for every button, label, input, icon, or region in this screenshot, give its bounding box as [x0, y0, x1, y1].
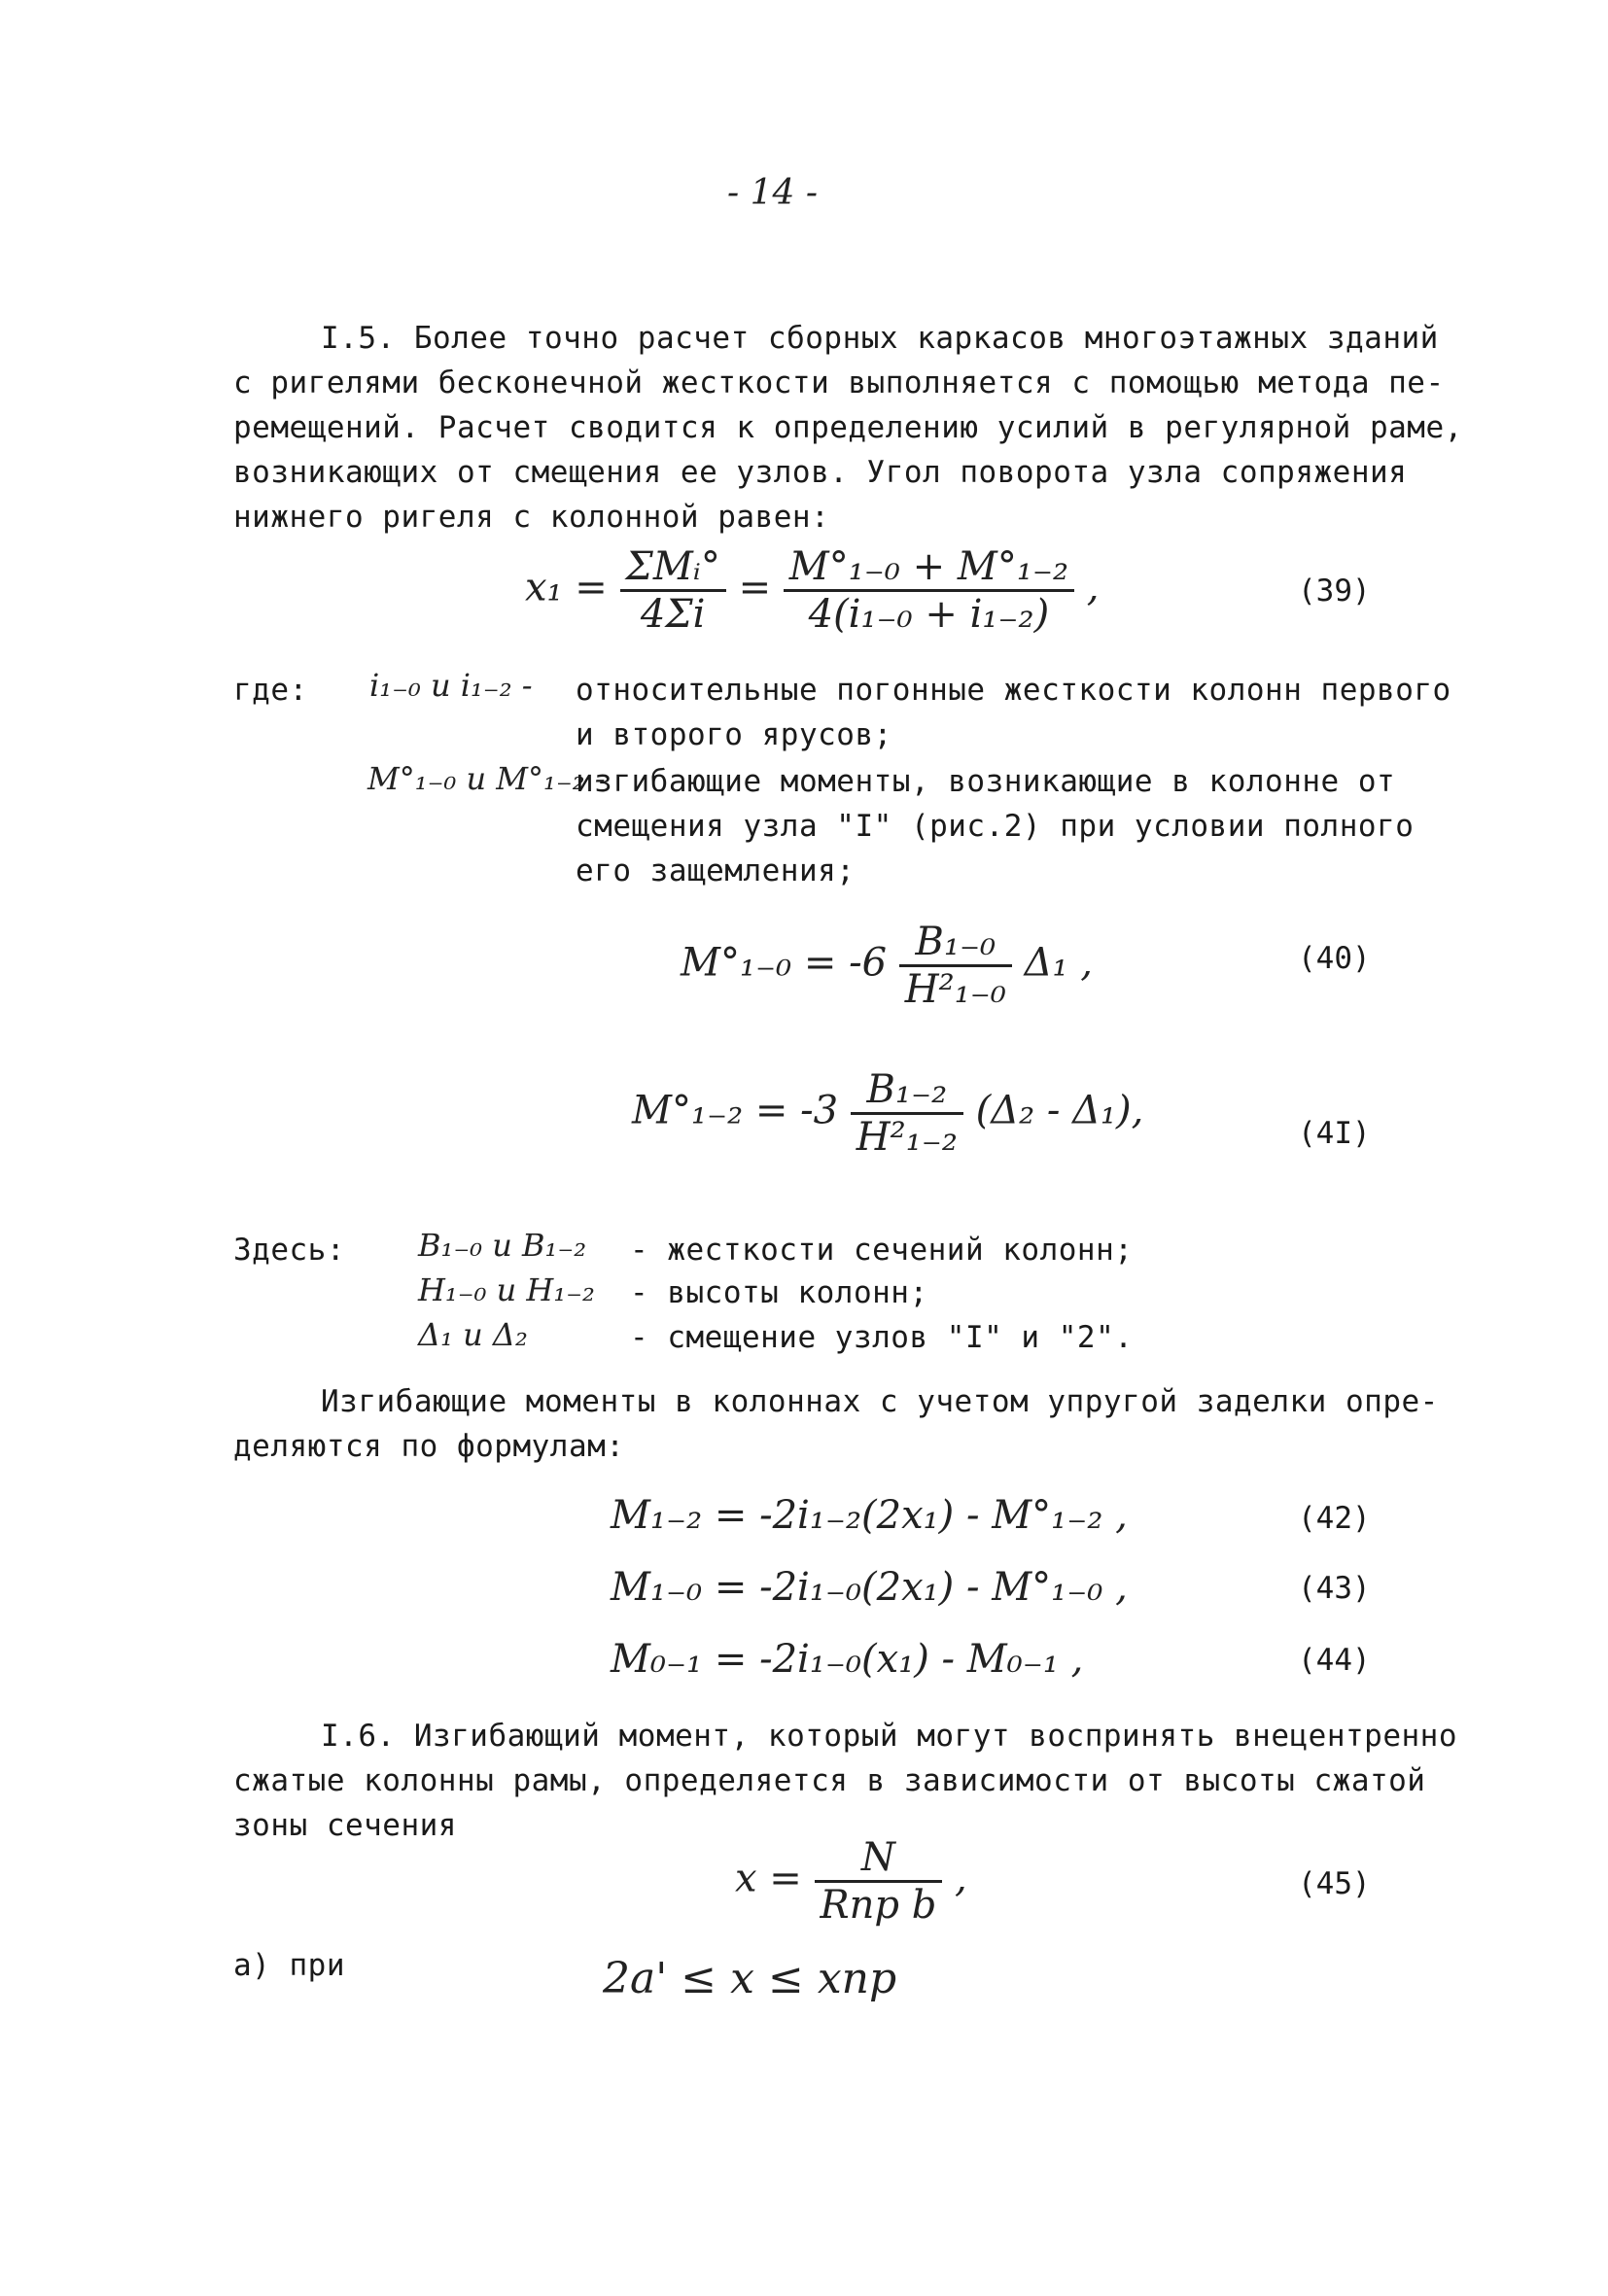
eq39-fraction-1 — [620, 544, 726, 637]
equation-41 — [632, 1067, 1143, 1160]
here-desc-2: - высоты колонн; — [630, 1275, 928, 1310]
section-1-6-line-2: сжатые колонны рамы, определяется в зависимости от высоты сжатой — [233, 1763, 1426, 1798]
eq45-fraction — [815, 1835, 943, 1928]
here-symbol-3: Δ₁ и Δ₂ — [418, 1316, 528, 1353]
eq39-number: (39) — [1298, 574, 1371, 609]
eq41-numerator: B₁₋₂ — [851, 1067, 963, 1115]
page-number: - 14 - — [727, 173, 819, 213]
section-1-5-line-2: с ригелями бесконечной жесткости выполняется с помощью метода пе- — [233, 365, 1445, 400]
section-1-5-line-1: I.5. Более точно расчет сборных каркасов многоэтажных зданий — [321, 321, 1439, 356]
case-a-condition: 2a' ≤ x ≤ xпр — [603, 1954, 897, 2003]
eq40-lhs: M°₁₋₀ = -6 — [681, 940, 888, 986]
eq45-numerator: N — [815, 1835, 943, 1883]
where-desc-2-line-1: изгибающие моменты, возникающие в колонне от — [576, 764, 1396, 799]
where-symbol-2: M°₁₋₀ и M°₁₋₂ - — [367, 760, 606, 797]
here-desc-1: - жесткости сечений колонн; — [630, 1233, 1134, 1268]
moments-text-line-1: Изгибающие моменты в колоннах с учетом упругой заделки опре- — [321, 1384, 1439, 1419]
eq41-tail: (Δ₂ - Δ₁), — [975, 1088, 1144, 1133]
eq44-number: (44) — [1298, 1643, 1371, 1678]
eq41-lhs: M°₁₋₂ = -3 — [632, 1088, 839, 1133]
here-symbol-2: H₁₋₀ и H₁₋₂ — [418, 1271, 595, 1308]
where-label: где: — [233, 673, 308, 708]
eq45-denominator: Rпр b — [820, 1883, 937, 1928]
eq43-number: (43) — [1298, 1571, 1371, 1606]
here-symbol-1: B₁₋₀ и B₁₋₂ — [418, 1227, 587, 1264]
here-label: Здесь: — [233, 1233, 345, 1268]
eq39-frac2-numerator: M°₁₋₀ + M°₁₋₂ — [784, 544, 1074, 592]
section-1-6-line-3: зоны сечения — [233, 1808, 457, 1843]
eq41-denominator: H²₁₋₂ — [856, 1115, 958, 1160]
where-symbol-1: i₁₋₀ и i₁₋₂ - — [369, 667, 533, 704]
eq40-numerator: B₁₋₀ — [899, 920, 1012, 967]
eq45-tail: , — [955, 1856, 967, 1901]
eq40-fraction — [899, 920, 1012, 1012]
eq39-tail: , — [1086, 565, 1100, 610]
section-1-5-line-4: возникающих от смещения ее узлов. Угол поворота узла сопряжения — [233, 455, 1408, 490]
equation-40 — [681, 920, 1093, 1012]
section-1-6-line-1: I.6. Изгибающий момент, который могут воспринять внецентренно — [321, 1719, 1457, 1754]
case-a-label: а) при — [233, 1948, 345, 1983]
eq40-number: (40) — [1298, 941, 1371, 976]
equation-44: M₀₋₁ = -2i₁₋₀(x₁) - M₀₋₁ , — [611, 1637, 1084, 1682]
here-desc-3: - смещение узлов "I" и "2". — [630, 1320, 1134, 1355]
eq42-number: (42) — [1298, 1501, 1371, 1536]
equation-45 — [735, 1835, 967, 1928]
equation-43: M₁₋₀ = -2i₁₋₀(2x₁) - M°₁₋₀ , — [611, 1565, 1128, 1610]
where-desc-1-line-2: и второго ярусов; — [576, 717, 892, 752]
eq39-equals: = — [738, 565, 772, 610]
equation-42: M₁₋₂ = -2i₁₋₂(2x₁) - M°₁₋₂ , — [611, 1493, 1128, 1538]
eq40-tail: Δ₁ , — [1024, 940, 1093, 986]
section-1-5-line-3: ремещений. Расчет сводится к определению усилий в регулярной раме, — [233, 410, 1463, 445]
eq39-frac1-numerator: ΣMᵢ° — [620, 544, 726, 592]
where-desc-2-line-3: его защемления; — [576, 853, 856, 888]
section-1-5-line-5: нижнего ригеля с колонной равен: — [233, 500, 830, 535]
eq39-fraction-2 — [784, 544, 1074, 637]
eq39-lhs: x₁ = — [525, 565, 608, 610]
eq39-frac1-denominator: 4Σi — [640, 592, 706, 637]
eq39-frac2-denominator: 4(i₁₋₀ + i₁₋₂) — [808, 592, 1050, 637]
where-desc-1-line-1: относительные погонные жесткости колонн первого — [576, 673, 1451, 708]
where-desc-2-line-2: смещения узла "I" (рис.2) при условии полного — [576, 809, 1415, 844]
equation-39 — [525, 544, 1099, 637]
eq45-lhs: x = — [735, 1856, 802, 1901]
eq45-number: (45) — [1298, 1866, 1371, 1901]
moments-text-line-2: деляются по формулам: — [233, 1429, 625, 1464]
eq40-denominator: H²₁₋₀ — [904, 967, 1006, 1012]
eq41-number: (4I) — [1298, 1116, 1371, 1151]
eq41-fraction — [851, 1067, 963, 1160]
